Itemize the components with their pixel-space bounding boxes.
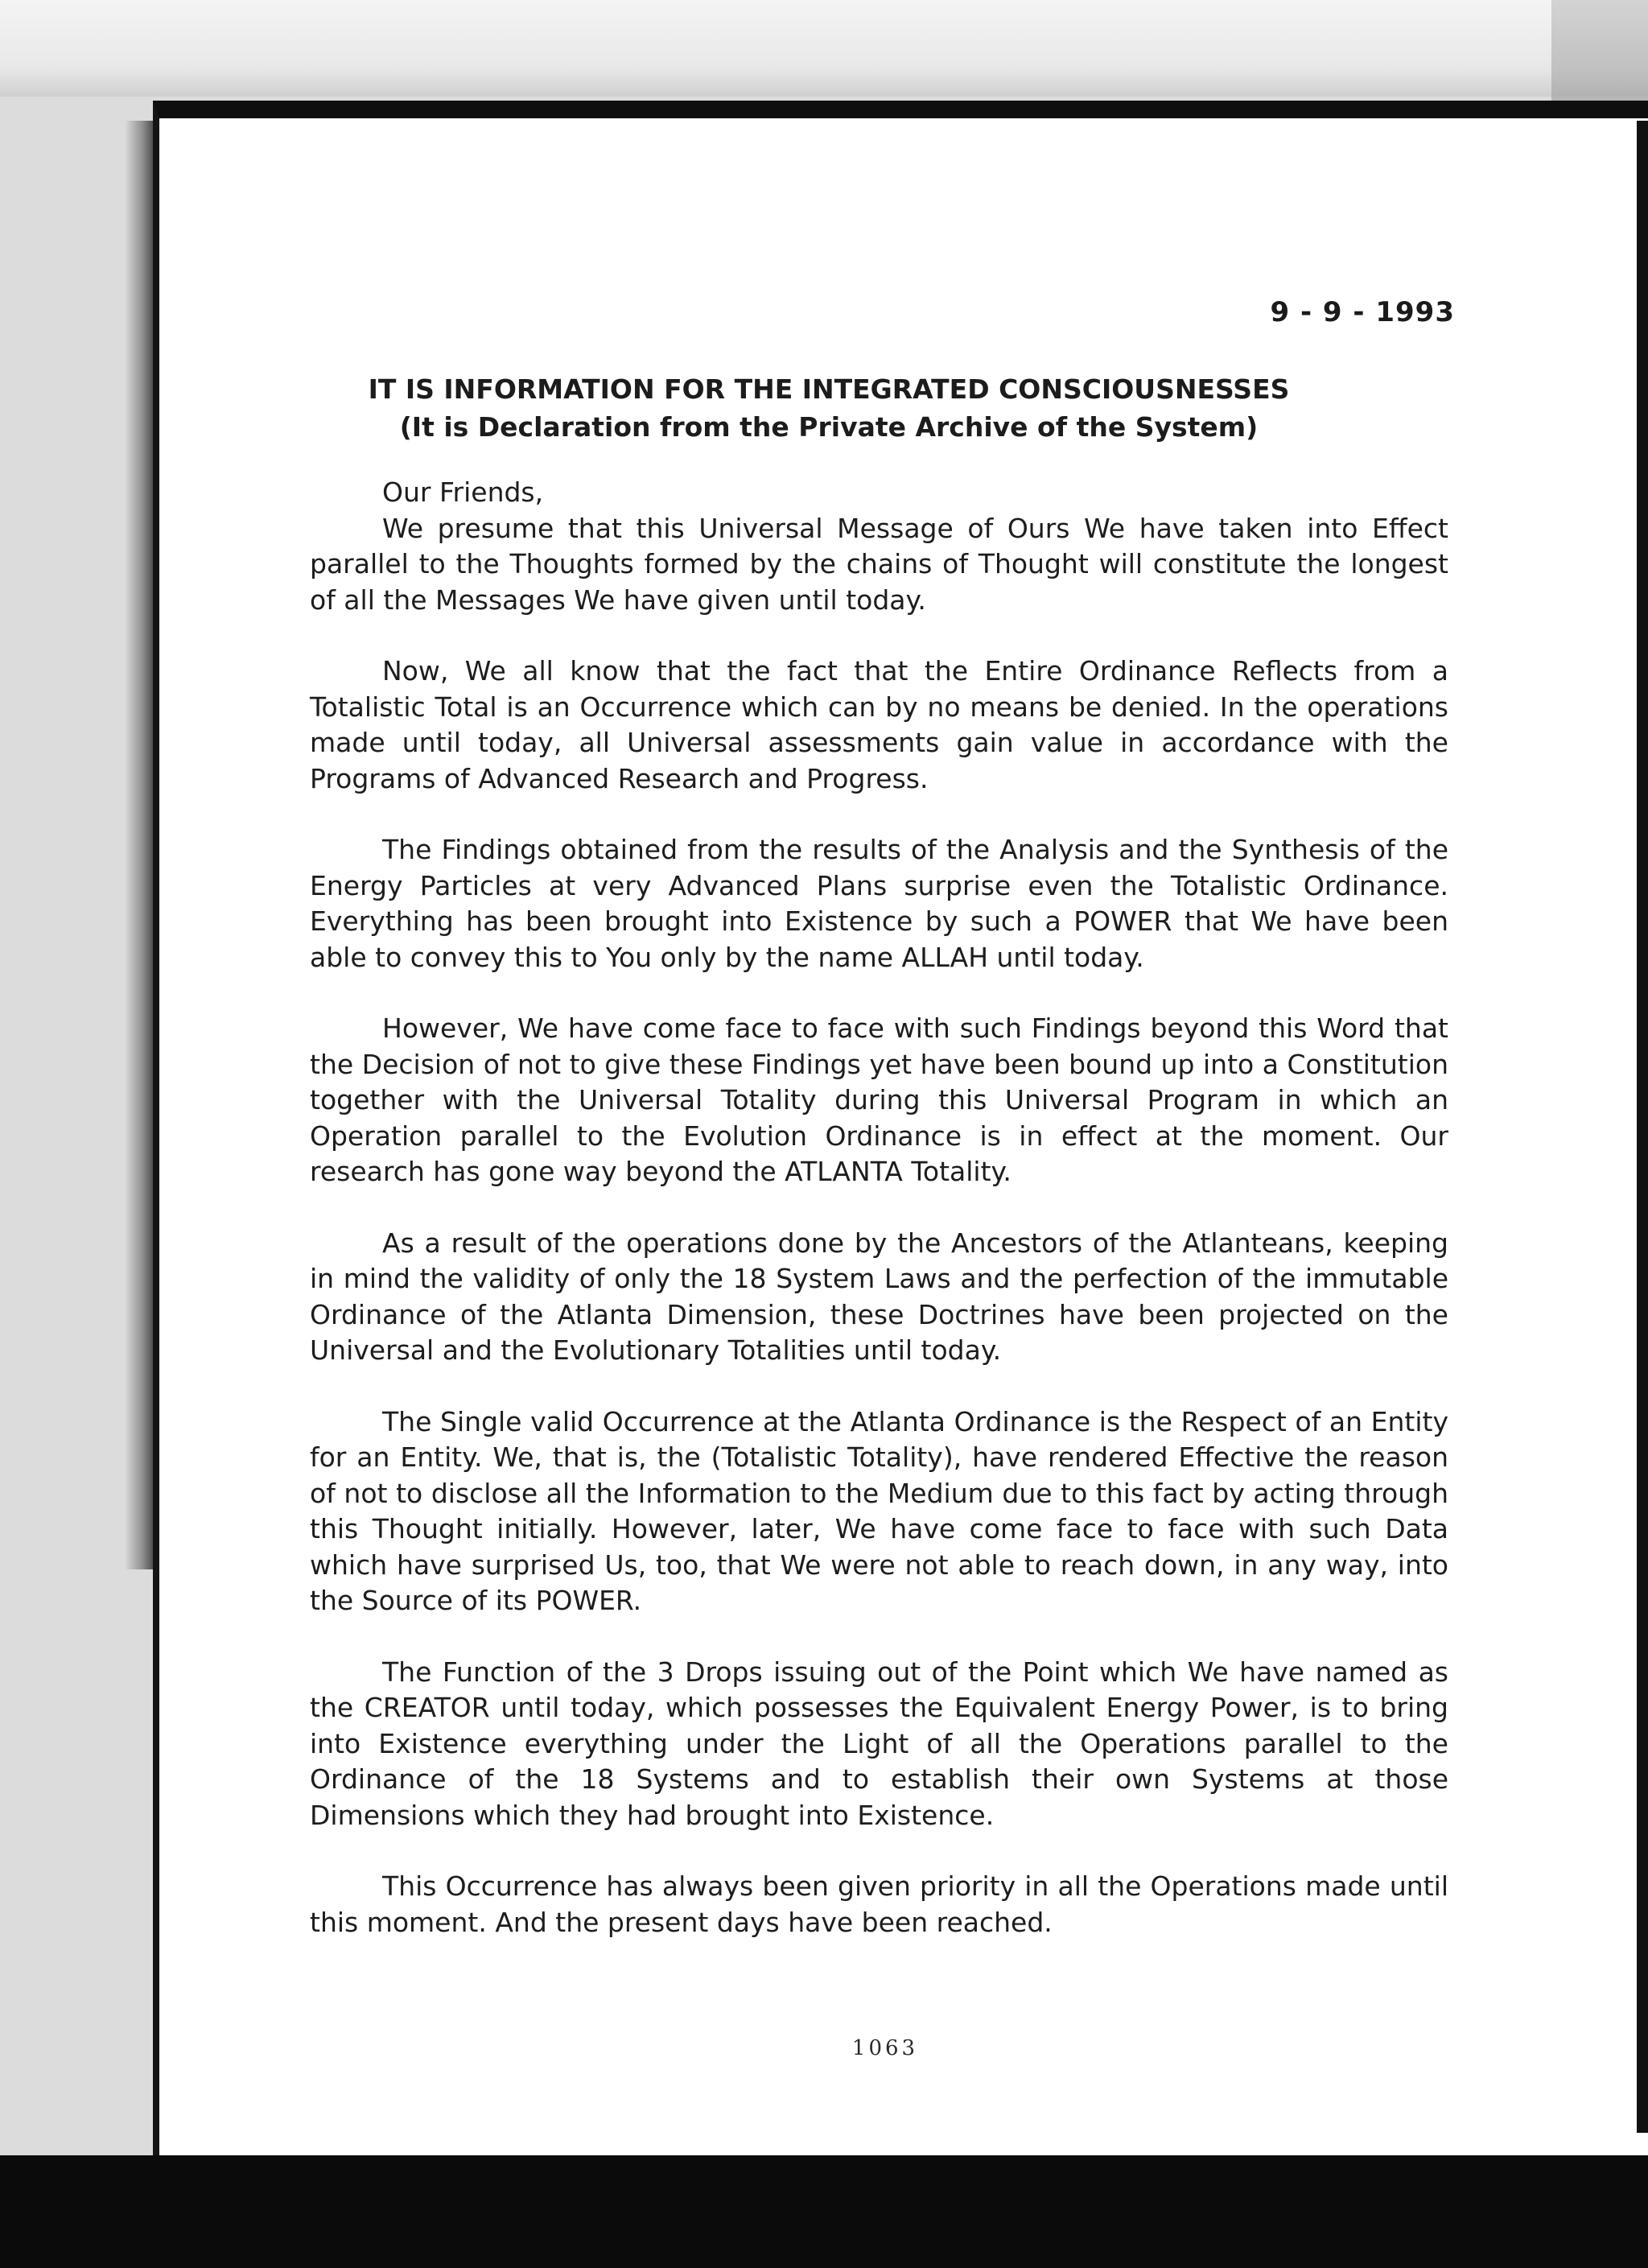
paragraph: The Findings obtained from the results of the Analysis and the Synthesis of the Energy Particles at very Advanced Plans surprise even the Totalistic Ordinance. Everything has been brought into Existence by such a POWER that We have been able to convey this to You only by the name ALLAH until today. (310, 834, 1448, 973)
salutation: Our Friends, (382, 476, 544, 508)
paragraph: This Occurrence has always been given priority in all the Operations made until this moment. And the present days have been reached. (310, 1870, 1448, 1938)
scan-top-edge (0, 0, 1648, 97)
scan-left-shadow (125, 121, 157, 1569)
paragraph: However, We have come face to face with such Findings beyond this Word that the Decision of not to give these Findings yet have been bound up into a Constitution together with the Universal Totality during this Universal Program in which an Operation parallel to the Evolution Ordinance is in effect at the moment. Our research has gone way beyond the ATLANTA Totality. (310, 1012, 1448, 1187)
paragraph: As a result of the operations done by the Ancestors of the Atlanteans, keeping in mind the validity of only the 18 System Laws and the perfection of the immutable Ordinance of the Atlanta Dimension, these Doctrines have been projected on the Universal and the Evolutionary Totalities until today. (310, 1227, 1448, 1366)
document-body (310, 475, 1448, 1976)
scan-right-edge (1637, 121, 1648, 2133)
paragraph: We presume that this Universal Message of Ours We have taken into Effect parallel to the Thoughts formed by the chains of Thought will constitute the longest of all the Messages We have given until today. (310, 512, 1448, 616)
paragraph: Now, We all know that the fact that the Entire Ordinance Reflects from a Totalistic Total is an Occurrence which can by no means be denied. In the operations made until today, all Universal assessments gain value in accordance with the Programs of Advanced Research and Progress. (310, 655, 1448, 794)
document-heading (306, 370, 1352, 446)
page-number: 1063 (851, 2036, 919, 2060)
paragraph: The Function of the 3 Drops issuing out of the Point which We have named as the CREATOR until today, which possesses the Equivalent Energy Power, is to bring into Existence everything under the Light of all the Operations parallel to the Ordinance of the 18 Systems and to establish their own Systems at those Dimensions which they had brought into Existence. (310, 1656, 1448, 1831)
heading-title: IT IS INFORMATION FOR THE INTEGRATED CONSCIOUSNESSES (368, 373, 1290, 405)
heading-subtitle: (It is Declaration from the Private Archive of the System) (399, 411, 1259, 443)
document-date: 9 - 9 - 1993 (1270, 296, 1455, 328)
scan-bottom-band (0, 2155, 1648, 2268)
paragraph: The Single valid Occurrence at the Atlanta Ordinance is the Respect of an Entity for an Entity. We, that is, the (Totalistic Totality), have rendered Effective the reason of not to disclose all the Information to the Medium due to this fact by acting through this Thought initially. However, later, We have come face to face with such Data which have surprised Us, too, that We were not able to reach down, in any way, into the Source of its POWER. (310, 1405, 1448, 1616)
